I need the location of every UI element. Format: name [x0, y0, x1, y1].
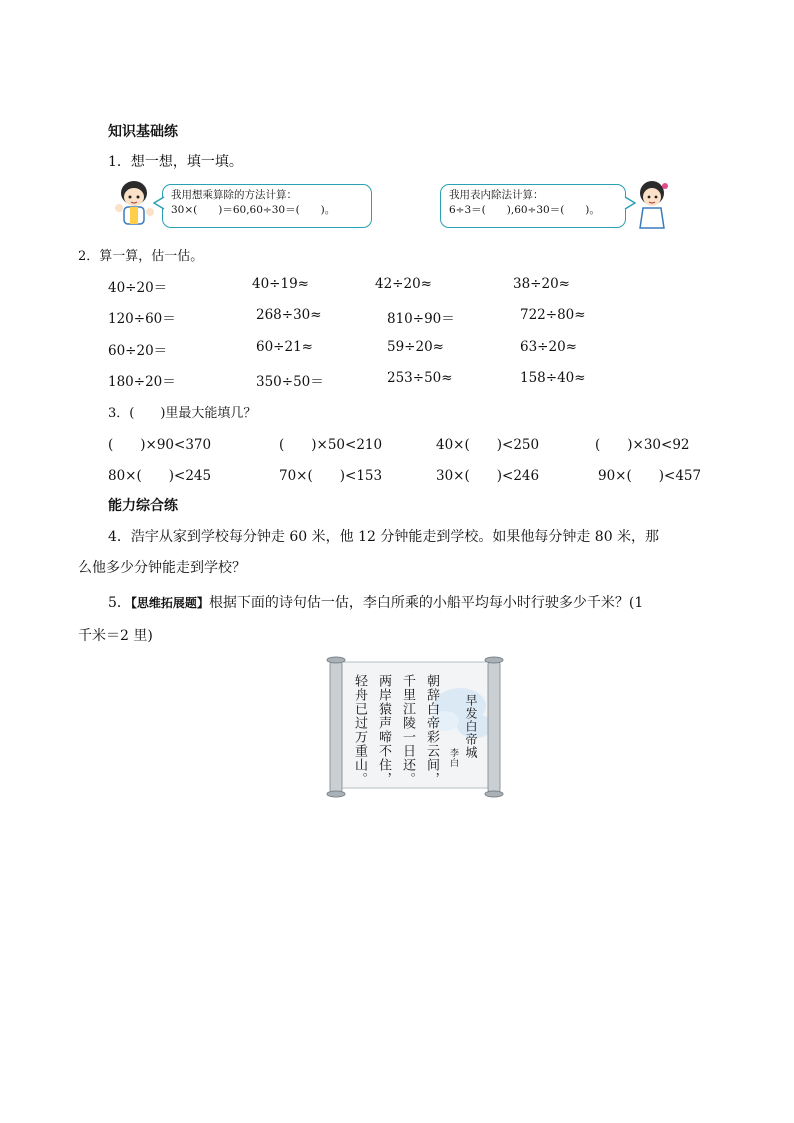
speech-bubble-left	[162, 184, 372, 228]
question-4-line1: 4．浩宇从家到学校每分钟走 60 米，他 12 分钟能走到学校。如果他每分钟走 80 米，那	[108, 529, 660, 545]
calc-cell: 810÷90＝	[387, 311, 455, 327]
calc-cell: 60÷20＝	[108, 343, 168, 359]
calc-cell: 722÷80≈	[520, 307, 586, 323]
inequality-cell: 80×( )<245	[108, 468, 212, 484]
bubble-left-line1: 我用想乘算除的方法计算：	[171, 189, 297, 201]
inequality-cell: ( )×90<370	[108, 437, 212, 453]
bubble-right-line2: 6÷3＝( ),60÷30＝( )。	[449, 204, 600, 216]
section-title-basic: 知识基础练	[108, 124, 178, 140]
poem-line: 朝辞白帝彩云间，	[424, 674, 439, 786]
girl-illustration	[632, 178, 672, 230]
inequality-cell: ( )×30<92	[595, 437, 690, 453]
question-3-title: 3．( )里最大能填几？	[108, 406, 257, 421]
calc-cell: 38÷20≈	[513, 276, 570, 292]
calc-cell: 40÷19≈	[252, 276, 309, 292]
question-1-title: 1．想一想，填一填。	[108, 154, 243, 170]
calc-cell: 253÷50≈	[387, 370, 453, 386]
boy-illustration	[110, 178, 158, 228]
poem-title: 早发白帝城	[464, 694, 478, 759]
question-4-line2: 么他多少分钟能走到学校？	[78, 560, 246, 576]
inequality-cell: 40×( )<250	[436, 437, 540, 453]
calc-cell: 158÷40≈	[520, 370, 586, 386]
calc-cell: 63÷20≈	[520, 339, 577, 355]
question-2-title: 2．算一算，估一估。	[78, 249, 204, 264]
question-5-tag: 【思维拓展题】	[130, 596, 209, 610]
poem-line: 千里江陵一日还。	[400, 674, 415, 786]
bubble-left-line2: 30×( )＝60,60÷30＝( )。	[171, 204, 336, 216]
calc-cell: 60÷21≈	[256, 339, 313, 355]
question-5-line1	[108, 592, 643, 612]
bubble-left-tail	[153, 196, 165, 210]
bubble-right-line1: 我用表内除法计算：	[449, 189, 544, 201]
question-5-text: 根据下面的诗句估一估，李白所乘的小船平均每小时行驶多少千米？(1	[208, 595, 644, 611]
question-5-line2: 千米＝2 里)	[78, 628, 153, 644]
speech-bubble-right	[440, 184, 626, 228]
poem-line: 两岸猿声啼不住，	[376, 674, 391, 786]
section-title-ability: 能力综合练	[108, 498, 178, 514]
question-5-number: 5．	[108, 595, 131, 611]
inequality-cell: 90×( )<457	[598, 468, 702, 484]
calc-cell: 40÷20＝	[108, 280, 168, 296]
poem-author: 李白	[448, 748, 458, 768]
calc-cell: 59÷20≈	[387, 339, 444, 355]
calc-cell: 350÷50＝	[256, 374, 324, 390]
inequality-cell: ( )×50<210	[279, 437, 383, 453]
calc-cell: 180÷20＝	[108, 374, 176, 390]
poem-scroll	[325, 656, 505, 798]
poem-line: 轻舟已过万重山。	[352, 674, 367, 786]
inequality-cell: 30×( )<246	[436, 468, 540, 484]
calc-cell: 120÷60＝	[108, 311, 176, 327]
inequality-cell: 70×( )<153	[279, 468, 383, 484]
calc-cell: 268÷30≈	[256, 307, 322, 323]
calc-cell: 42÷20≈	[375, 276, 432, 292]
